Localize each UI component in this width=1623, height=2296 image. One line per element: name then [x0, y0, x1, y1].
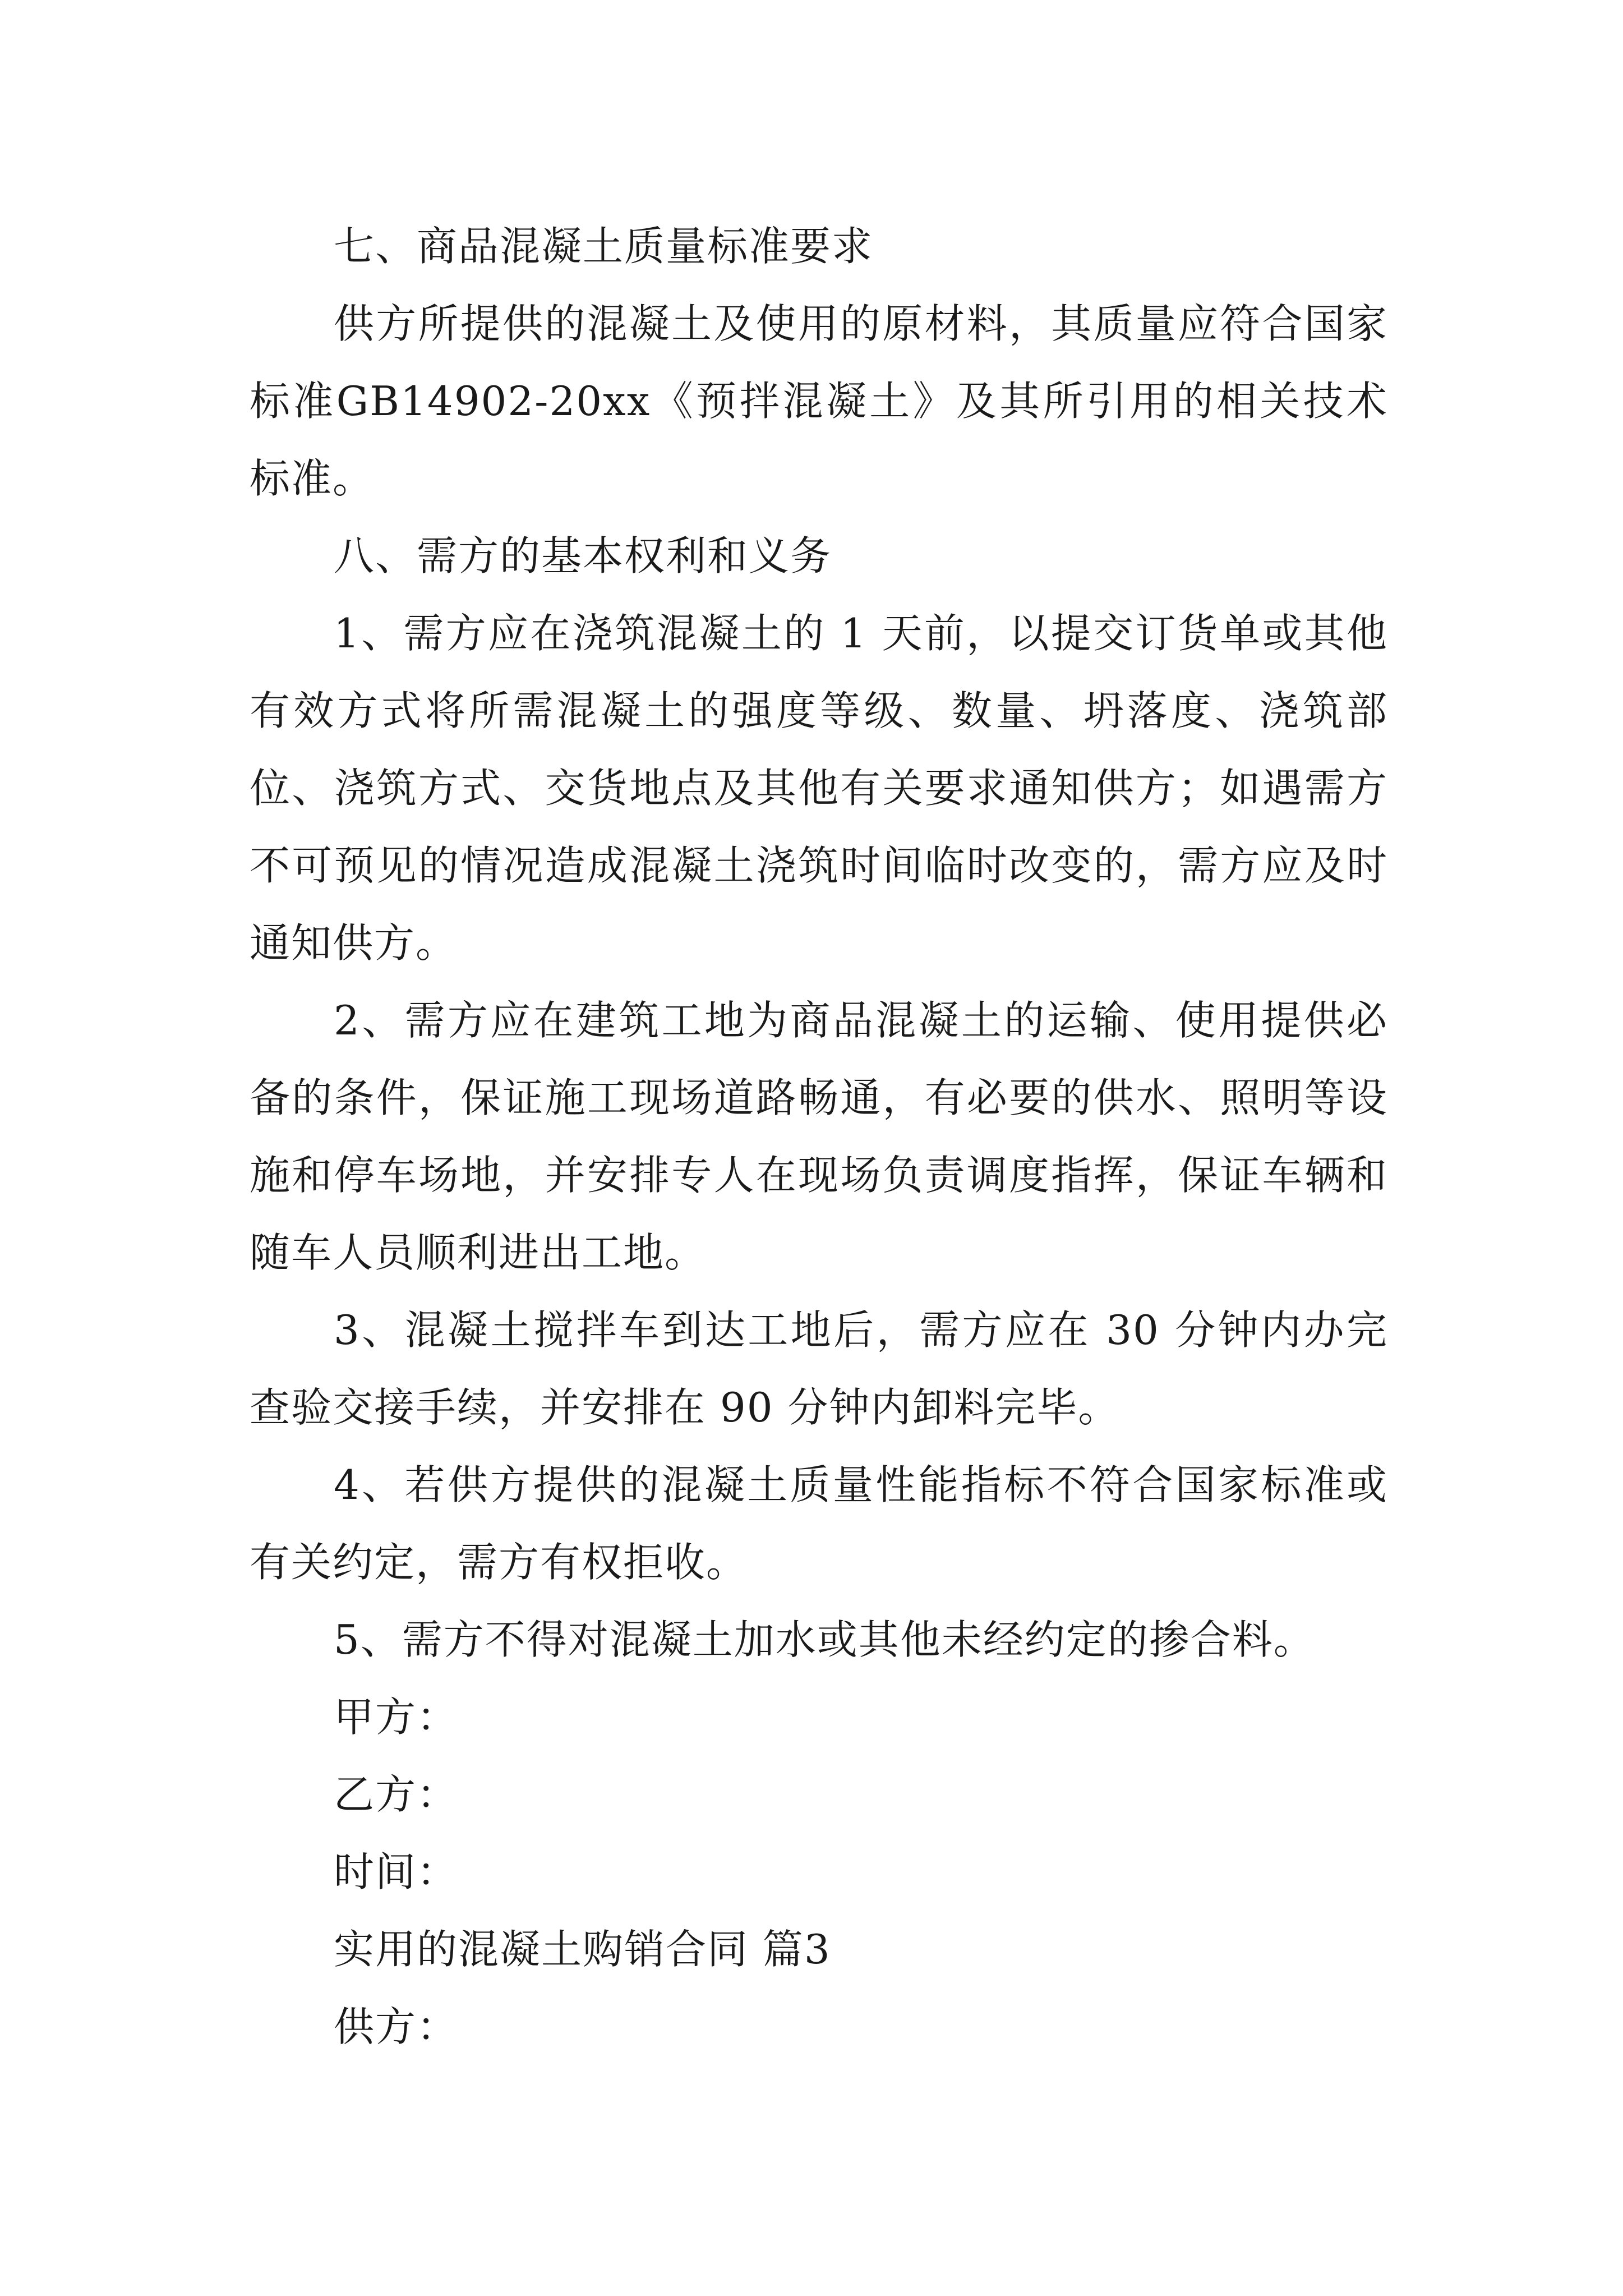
obligation-item-3: 3、混凝土搅拌车到达工地后，需方应在 30 分钟内办完查验交接手续，并安排在 90 分钟内卸料完毕。 — [250, 1306, 1388, 1431]
obligation-item-5: 5、需方不得对混凝土加水或其他未经约定的掺合料。 — [334, 1616, 1315, 1663]
obligation-item-4: 4、若供方提供的混凝土质量性能指标不符合国家标准或有关约定，需方有权拒收。 — [250, 1461, 1388, 1586]
obligation-item-1: 1、需方应在浇筑混凝土的 1 天前，以提交订货单或其他有效方式将所需混凝土的强度等级、数量、坍落度、浇筑部位、浇筑方式、交货地点及其他有关要求通知供方；如遇需方不可预见的情况造成混凝土浇筑时间临时改变的，需方应及时通知供方。 — [250, 610, 1388, 967]
section7-heading: 七、商品混凝土质量标准要求 — [334, 223, 874, 270]
time-label: 时间： — [334, 1848, 459, 1895]
document-body — [250, 208, 1388, 2065]
party-b-label: 乙方： — [334, 1771, 459, 1818]
next-contract-title: 实用的混凝土购销合同 篇3 — [334, 1926, 831, 1973]
section8-heading: 八、需方的基本权利和义务 — [334, 532, 832, 579]
party-a-label: 甲方： — [334, 1694, 459, 1741]
supplier-label: 供方： — [334, 2003, 459, 2050]
obligation-item-2: 2、需方应在建筑工地为商品混凝土的运输、使用提供必备的条件，保证施工现场道路畅通，有必要的供水、照明等设施和停车场地，并安排专人在现场负责调度指挥，保证车辆和随车人员顺利进出工地。 — [250, 997, 1388, 1276]
section7-paragraph: 供方所提供的混凝土及使用的原材料，其质量应符合国家标准GB14902-20xx《预拌混凝土》及其所引用的相关技术标准。 — [250, 300, 1388, 502]
